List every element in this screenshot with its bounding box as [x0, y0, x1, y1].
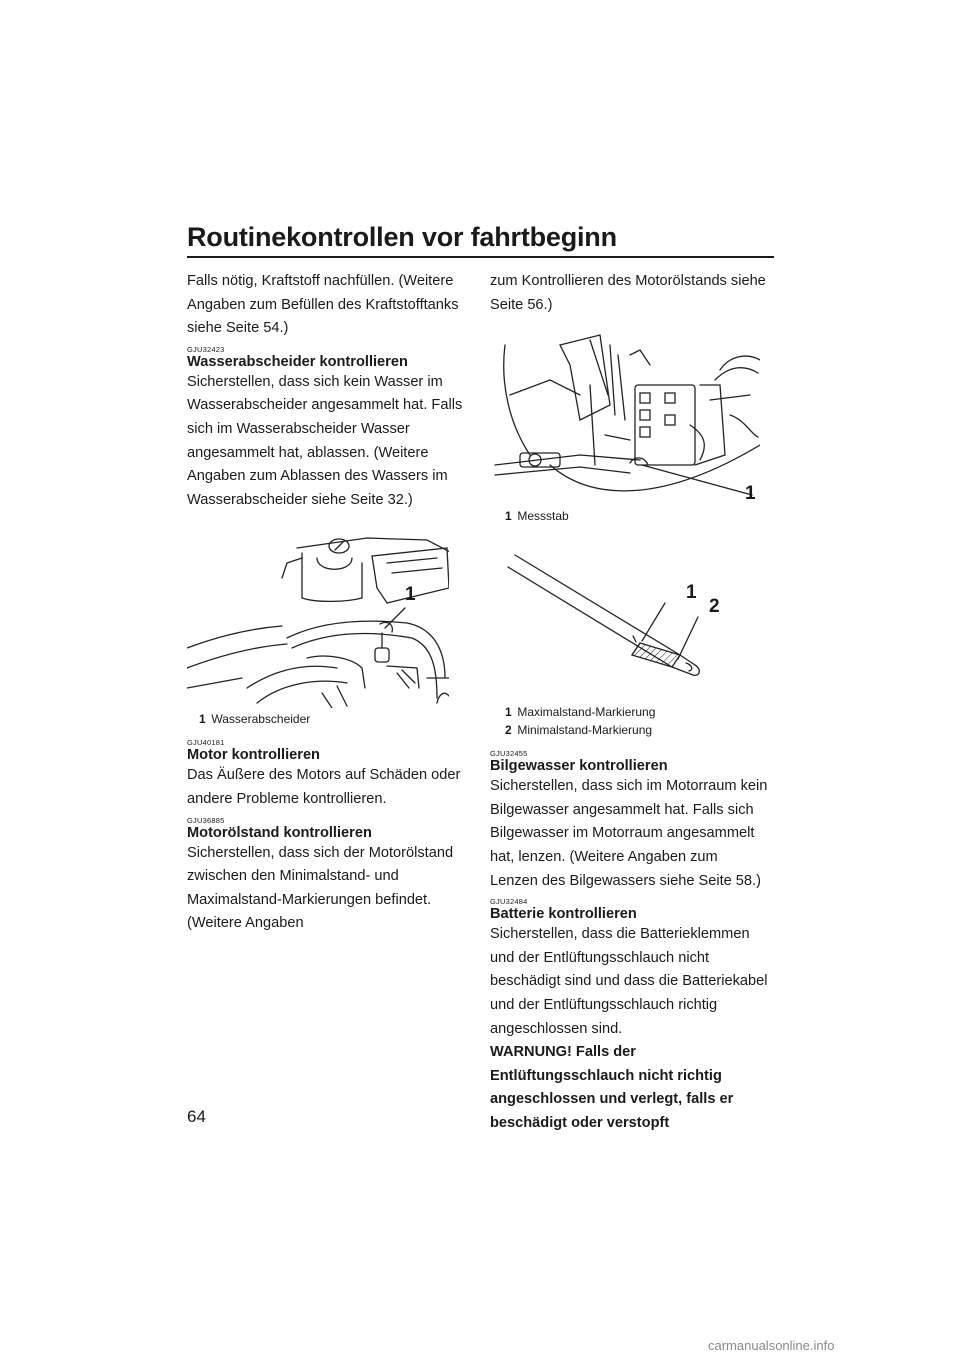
figure-caption	[187, 710, 465, 728]
figure-callout-1: 1	[686, 582, 697, 604]
warning-text: WARNUNG! Falls der Entlüftungsschlauch nicht richtig angeschlossen und verlegt, falls er beschädigt oder verstopft	[490, 1044, 734, 1131]
caption-number: 1	[505, 509, 512, 524]
section-code: GJU32455	[490, 749, 528, 759]
caption-label: Wasserabscheider	[211, 712, 311, 727]
section-heading-wasserabscheider: Wasserabscheider kontrollieren	[187, 353, 408, 370]
dipstick-markings-illustration	[490, 545, 760, 695]
figure-caption	[490, 703, 768, 721]
page-title: Routinekontrollen vor fahrtbeginn	[187, 222, 617, 252]
section-heading-batterie: Batterie kontrollieren	[490, 906, 637, 923]
right-column	[490, 270, 768, 1136]
figure-caption	[490, 507, 768, 525]
section-text-bilgewasser: Sicherstellen, dass sich im Motorraum kein Bilgewasser angesammelt hat. Falls sich Bilgewasser im Motorraum angesammelt hat, lenzen. (Weitere Angaben zum Lenzen des Bilgewassers siehe Seite 58.)	[490, 778, 768, 889]
caption-label: Maximalstand-Markierung	[517, 705, 656, 720]
section-text-motor: Das Äußere des Motors auf Schäden oder andere Probleme kontrollieren.	[187, 767, 461, 807]
figure-wasserabscheider	[187, 528, 449, 708]
section-heading-bilgewasser: Bilgewasser kontrollieren	[490, 758, 668, 775]
caption-number: 1	[199, 712, 206, 727]
figure-messstab-markierungen	[490, 545, 760, 695]
wasserabscheider-illustration	[187, 528, 449, 708]
figure-callout-1: 1	[405, 584, 416, 606]
messstab-illustration	[490, 325, 760, 505]
section-code: GJU32484	[490, 897, 528, 907]
section-code: GJU32423	[187, 344, 225, 354]
intro-paragraph-continued: zum Kontrollieren des Motorölstands siehe Seite 56.)	[490, 273, 766, 313]
figure-caption	[490, 721, 768, 739]
page-number: 64	[187, 1107, 206, 1126]
section-text-batterie: Sicherstellen, dass die Batterieklemmen und der Entlüftungsschlauch nicht beschädigt sind und dass die Batteriekabel und der Entlüftungsschlauch richtig angeschlossen sind.	[490, 926, 768, 1037]
section-text-wasserabscheider: Sicherstellen, dass sich kein Wasser im Wasserabscheider angesammelt hat. Falls sich im Wasserabscheider Wasser angesammelt hat, ablassen. (Weitere Angaben zum Ablassen des Wassers im Wasserabscheider siehe Seite 32.)	[187, 373, 463, 508]
section-text-motoroelstand: Sicherstellen, dass sich der Motorölstand zwischen den Minimalstand- und Maximalstand-Markierungen befindet. (Weitere Angaben	[187, 844, 454, 932]
intro-paragraph: Falls nötig, Kraftstoff nachfüllen. (Weitere Angaben zum Befüllen des Kraftstofftanks siehe Seite 54.)	[187, 273, 459, 337]
figure-callout-1: 1	[745, 483, 756, 505]
caption-label: Messstab	[517, 509, 569, 524]
section-heading-motor: Motor kontrollieren	[187, 747, 320, 764]
caption-label: Minimalstand-Markierung	[517, 723, 653, 738]
watermark: carmanualsonline.info	[708, 1338, 835, 1353]
title-rule	[187, 256, 774, 258]
caption-number: 1	[505, 705, 512, 720]
section-heading-motoroelstand: Motorölstand kontrollieren	[187, 824, 372, 841]
figure-messstab	[490, 325, 760, 505]
section-code: GJU36885	[187, 815, 225, 825]
caption-number: 2	[505, 723, 512, 738]
figure-callout-2: 2	[709, 596, 720, 618]
section-code: GJU40181	[187, 738, 225, 748]
left-column	[187, 270, 465, 936]
